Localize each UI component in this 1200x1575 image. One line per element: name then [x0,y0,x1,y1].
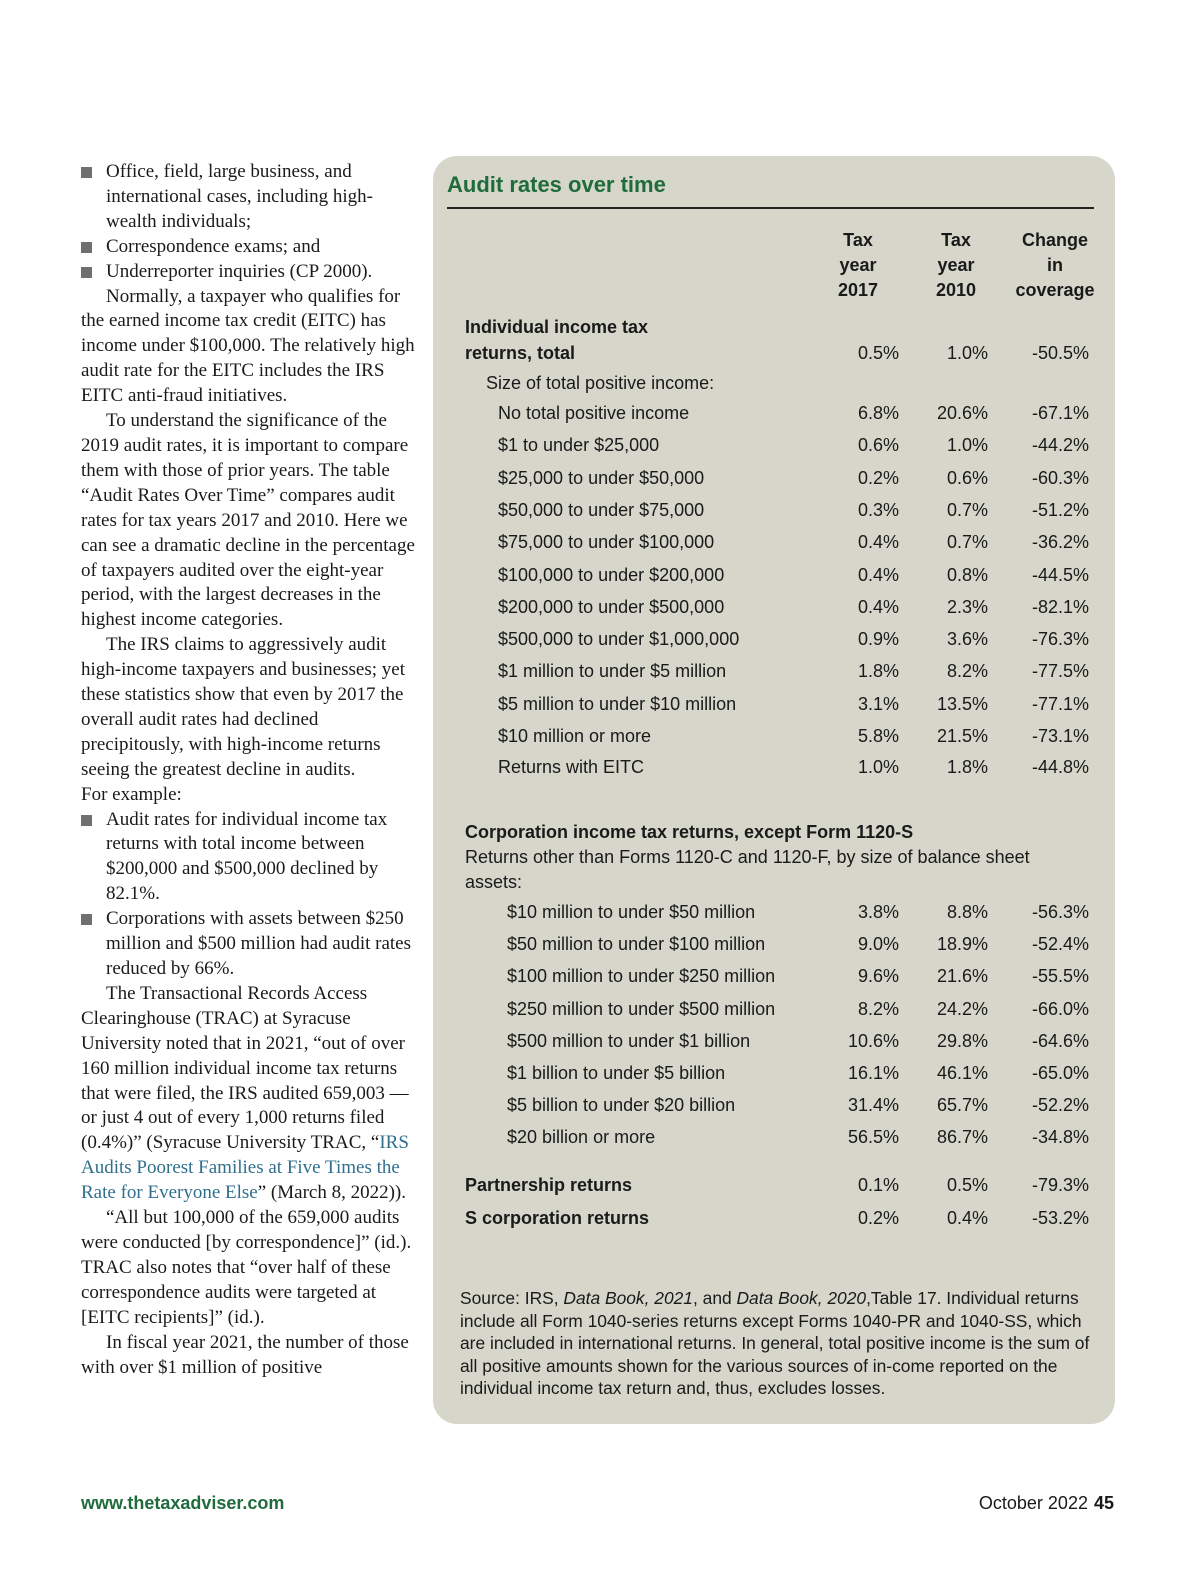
table-row: $250 million to under $500 million 8.2% 24.2% -66.0% [507,998,1089,1019]
table-row: $75,000 to under $100,000 0.4% 0.7% -36.2% [498,532,1089,553]
table-row: $5 million to under $10 million 3.1% 13.5% -77.1% [498,693,1089,714]
list-item: Correspondence exams; and [81,235,421,260]
table-row: $1 to under $25,000 0.6% 1.0% -44.2% [498,435,1089,456]
footer-website: www.thetaxadviser.com [81,1493,285,1513]
square-bullet-icon [81,242,92,253]
title-divider [447,207,1094,209]
paragraph: To understand the significance of the 2019 audit rates, it is important to compare them with those of prior years. The table “Audit Rates Over Time” compares audit rates for tax years 2017 and 2010. Here we can see a dramatic decline in the percentage of taxpayers audited over the eight-year period, with the largest decreases in the highest income categories. [81,410,415,631]
page-number: 45 [1093,1493,1114,1513]
paragraph: The Transactional Records Access Clearinghouse (TRAC) at Syracuse University noted that in 2021, “out of over 160 million individual income tax returns that were filed, the IRS audited 659,003 — or just 4 out of every 1,000 returns filed (0.4%)” (Syracuse University TRAC, “IRS Audits Poorest Families at Five Times the Rate for Everyone Else” (March 8, 2022)). [81,982,409,1204]
column-header-change: Change in coverage [1015,230,1095,300]
paragraph: For example: [81,783,182,805]
table-row: Partnership returns 0.1% 0.5% -79.3% [465,1175,1089,1195]
column-header-2010: Tax year 2010 [935,230,977,300]
corporation-subheading: Returns other than Forms 1120-C and 1120-F, by size of balance sheet [465,847,1030,867]
table-row: $200,000 to under $500,000 0.4% 2.3% -82.1% [498,596,1089,617]
list-item: Office, field, large business, and international cases, including high-wealth individuals; [81,160,421,235]
list-item: Audit rates for individual income tax returns with total income between $200,000 and $500,000 declined by 82.1%. [81,808,421,908]
table-row: $50,000 to under $75,000 0.3% 0.7% -51.2% [498,499,1089,520]
audit-rates-sidebar [433,156,1115,1424]
footer-issue: October 2022 45 [978,1493,1114,1513]
table-row: $25,000 to under $50,000 0.2% 0.6% -60.3% [498,467,1089,488]
paragraph: “All but 100,000 of the 659,000 audits were conducted [by correspondence]” (id.). TRAC also notes that “over half of these correspondence audits were targeted at [EITC recipients]” (id.). [81,1207,412,1328]
table-row: returns, total 0.5% 1.0% -50.5% [465,343,1089,363]
table-row: $10 million to under $50 million 3.8% 8.8% -56.3% [507,902,1089,922]
corporation-heading: Corporation income tax returns, except Form 1120-S [465,822,914,842]
table-row: $500 million to under $1 billion 10.6% 29.8% -64.6% [507,1030,1089,1051]
table-row: $5 billion to under $20 billion 31.4% 65.7% -52.2% [507,1095,1089,1116]
trac-article-link[interactable]: IRS Audits Poorest Families at Five Times the Rate for Everyone Else [81,1132,409,1204]
square-bullet-icon [81,815,92,826]
table-row: $100 million to under $250 million 9.6% 21.6% -55.5% [507,966,1089,987]
table-row: $50 million to under $100 million 9.0% 18.9% -52.4% [507,934,1089,955]
table-row: S corporation returns 0.2% 0.4% -53.2% [465,1208,1089,1228]
source-note: Source: IRS, Data Book, 2021, and Data Book, 2020,Table 17. Individual returns include all Form 1040-series returns except Forms 1040-PR and 1040-SS, which are included in international returns. In general, total positive income is the sum of all positive amounts shown for the various sources of in-come reported on the individual income tax return and, thus, excludes losses. [460,1288,1090,1399]
paragraph: Normally, a taxpayer who qualifies for the earned income tax credit (EITC) has income under $100,000. The relatively high audit rate for the EITC includes the IRS EITC anti-fraud initiatives. [81,285,415,407]
square-bullet-icon [81,914,92,925]
table-row: $1 million to under $5 million 1.8% 8.2% -77.5% [498,661,1089,682]
size-label: Size of total positive income: [486,373,715,393]
table-row: $500,000 to under $1,000,000 0.9% 3.6% -76.3% [498,629,1089,650]
table-row: $1 billion to under $5 billion 16.1% 46.1% -65.0% [507,1063,1089,1083]
column-header-2017: Tax year 2017 [837,230,879,300]
list-item: Corporations with assets between $250 million and $500 million had audit rates reduced by 66%. [81,907,421,982]
table-row: No total positive income 6.8% 20.6% -67.1% [498,403,1089,423]
sidebar-title: Audit rates over time [447,172,666,197]
table-row: $20 billion or more 56.5% 86.7% -34.8% [507,1127,1089,1148]
corporation-subheading-cont: assets: [465,872,523,892]
table-row: $100,000 to under $200,000 0.4% 0.8% -44.5% [498,564,1089,585]
square-bullet-icon [81,267,92,278]
table-row: $10 million or more 5.8% 21.5% -73.1% [498,726,1089,746]
square-bullet-icon [81,167,92,178]
list-item: Underreporter inquiries (CP 2000). [81,260,421,285]
paragraph: The IRS claims to aggressively audit high-income taxpayers and businesses; yet these statistics show that even by 2017 the overall audit rates had declined precipitously, with high-income returns seeing the greatest decline in audits. [81,634,405,780]
individual-heading-line1: Individual income tax [465,317,649,337]
paragraph: In fiscal year 2021, the number of those with over $1 million of positive [81,1331,409,1378]
article-body [81,160,421,1380]
table-row: Returns with EITC 1.0% 1.8% -44.8% [498,757,1089,777]
